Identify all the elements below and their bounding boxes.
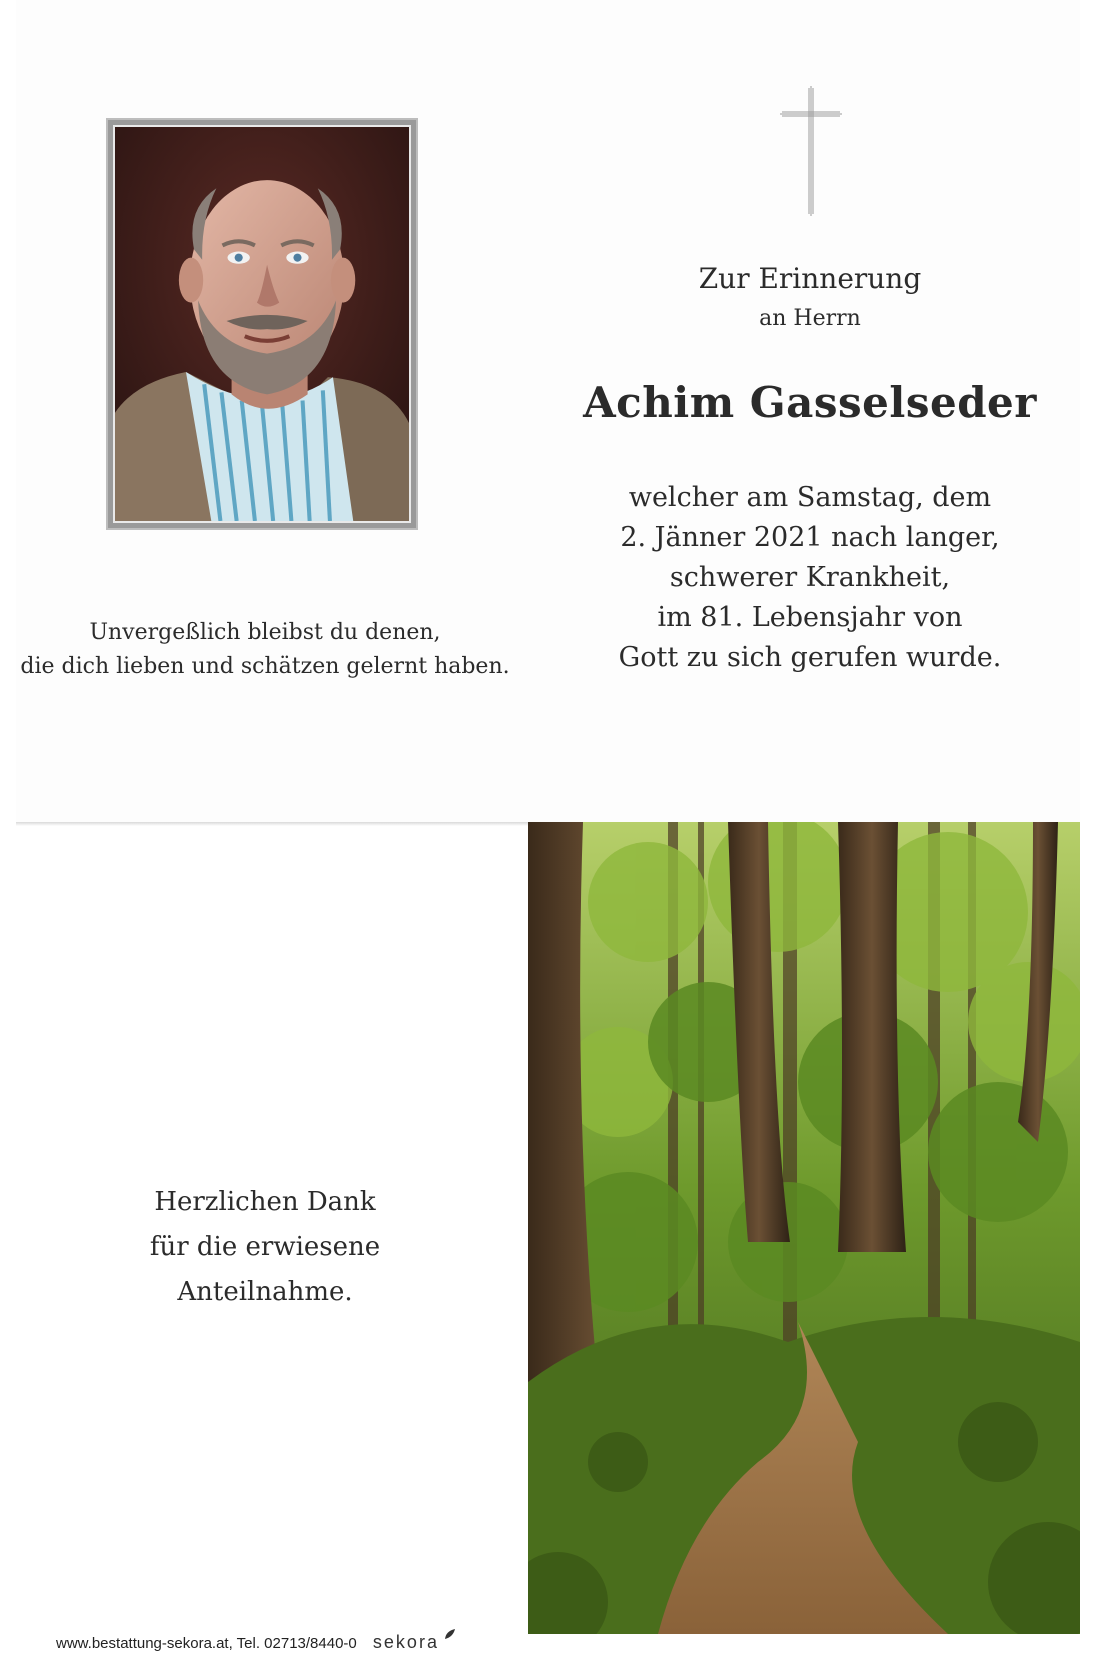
- thanks-line: für die erwiesene: [149, 1232, 381, 1262]
- notice-line: 2. Jänner 2021 nach langer,: [620, 522, 1000, 553]
- thanks-line: Anteilnahme.: [177, 1277, 353, 1307]
- notice-line: Gott zu sich gerufen wurde.: [618, 642, 1002, 673]
- footer-contact: [56, 1627, 476, 1653]
- quote-line: die dich lieben und schätzen gelernt haben.: [20, 654, 510, 679]
- forest-path-photo: [528, 822, 1080, 1634]
- notice-line: im 81. Lebensjahr von: [657, 602, 963, 633]
- death-notice: [600, 478, 1020, 678]
- company-logo: sekora: [372, 1632, 439, 1652]
- cross-icon: [778, 86, 844, 216]
- portrait-photo: [113, 125, 411, 523]
- intro-subtitle: an Herrn: [759, 306, 861, 331]
- leaf-icon: [444, 1627, 456, 1639]
- quote-line: Unvergeßlich bleibst du denen,: [89, 620, 441, 645]
- deceased-name: Achim Gasselseder: [583, 378, 1037, 427]
- memorial-quote: [20, 616, 510, 684]
- notice-line: welcher am Samstag, dem: [628, 482, 992, 513]
- thanks-line: Herzlichen Dank: [154, 1187, 376, 1217]
- thanks-message: [130, 1180, 400, 1315]
- notice-line: schwerer Krankheit,: [669, 562, 951, 593]
- portrait-frame: [106, 118, 418, 530]
- intro-title: Zur Erinnerung: [698, 262, 922, 295]
- contact-text: www.bestattung-sekora.at, Tel. 02713/8440-0: [56, 1635, 357, 1652]
